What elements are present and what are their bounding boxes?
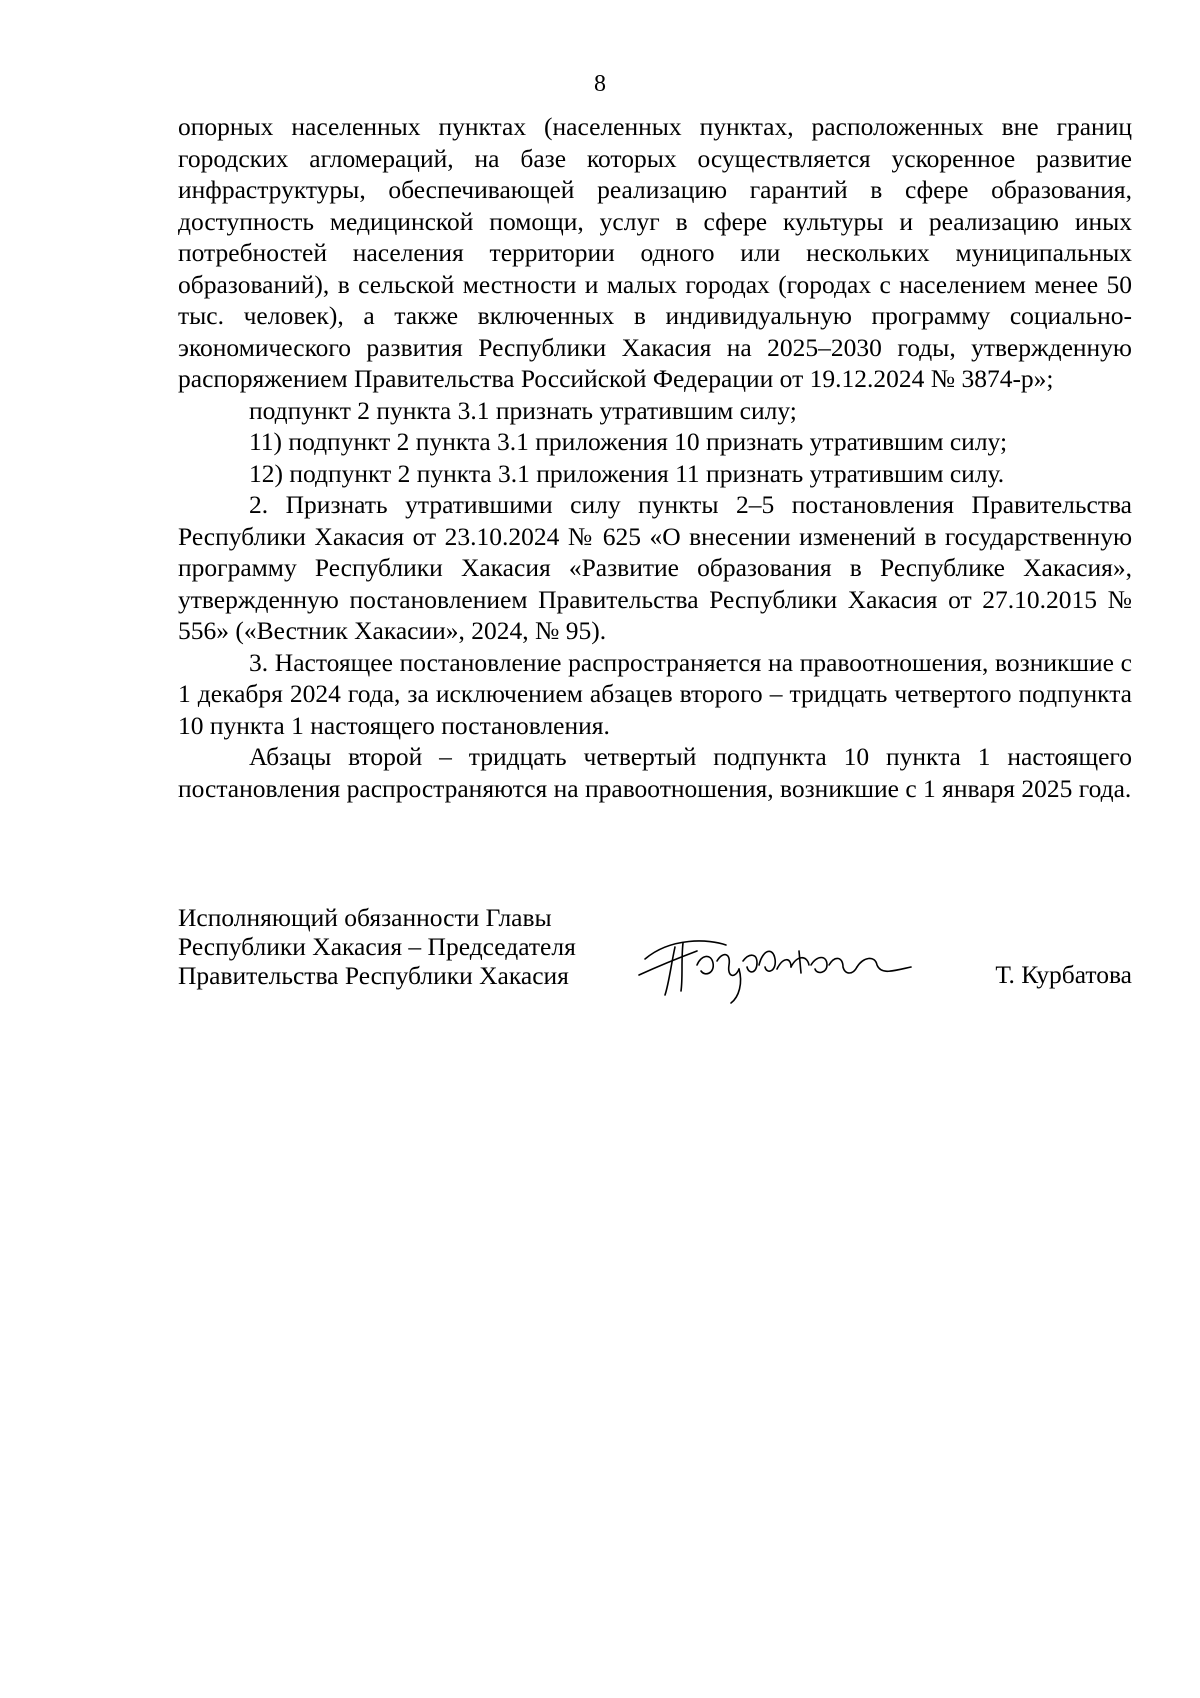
page-number: 8 — [594, 71, 606, 97]
paragraph-final: Абзацы второй – тридцать четвертый подпункта 10 пункта 1 настоящего постановления распространяются на правоотношения, возникшие с 1 января 2025 года. — [178, 742, 1132, 803]
document-body — [178, 111, 1132, 804]
paragraph-subitem-12: 12) подпункт 2 пункта 3.1 приложения 11 признать утратившим силу. — [249, 458, 1005, 488]
paragraph-continuation: опорных населенных пунктах (населенных пунктах, расположенных вне границ городских агломераций, на базе которых осуществляется ускоренное развитие инфраструктуры, обеспечивающей реализацию гарантий в сфере образования, доступность медицинской помощи, услуг в сфере культуры и реализацию иных потребностей населения территории одного или нескольких муниципальных образований), в сельской местности и малых городах (городах с населением менее 50 тыс. человек), а также включенных в индивидуальную программу социально-экономического развития Республики Хакасия на 2025–2030 годы, утвержденную распоряжением Правительства Российской Федерации от 19.12.2024 № 3874-р»; — [178, 112, 1132, 393]
paragraph-subitem-11: 11) подпункт 2 пункта 3.1 приложения 10 признать утратившим силу; — [249, 427, 1008, 456]
signer-position-line: Правительства Республики Хакасия — [178, 961, 569, 990]
signer-position-line: Республики Хакасия – Председателя — [178, 932, 576, 961]
paragraph-subitem: подпункт 2 пункта 3.1 признать утратившим силу; — [249, 395, 797, 425]
handwritten-signature — [631, 925, 921, 1005]
paragraph-point-2: 2. Признать утратившими силу пункты 2–5 постановления Правительства Республики Хакасия от 23.10.2024 № 625 «О внесении изменений в государственную программу Республики Хакасия «Развитие образования в Республике Хакасия», утвержденную постановлением Правительства Республики Хакасия от 27.10.2015 № 556» («Вестник Хакасии», 2024, № 95). — [178, 490, 1132, 645]
paragraph-point-3: 3. Настоящее постановление распространяется на правоотношения, возникшие с 1 декабря 2024 года, за исключением абзацев второго – тридцать четвертого подпункта 10 пункта 1 настоящего постановления. — [178, 647, 1132, 740]
signature-block — [178, 903, 1132, 1013]
signer-position-line: Исполняющий обязанности Главы — [178, 903, 552, 932]
signer-position — [178, 903, 576, 990]
signer-name: Т. Курбатова — [995, 960, 1132, 989]
